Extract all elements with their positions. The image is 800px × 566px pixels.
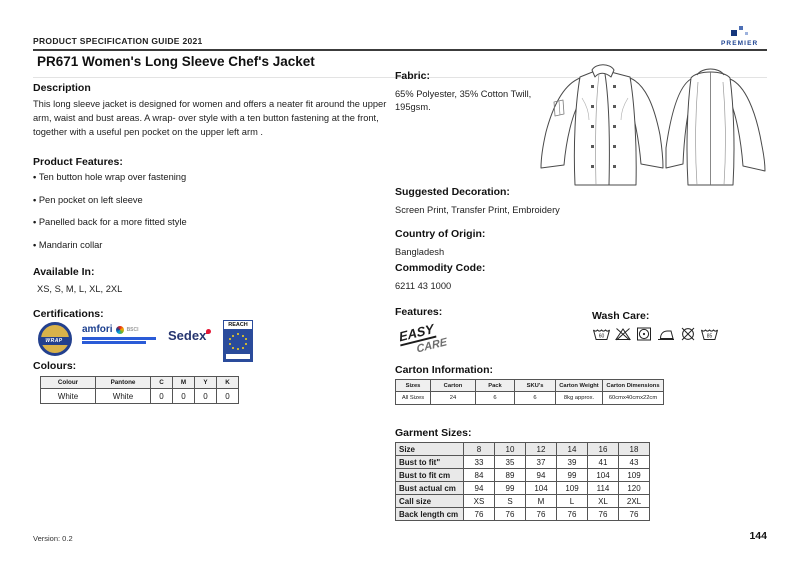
- header-label: PRODUCT SPECIFICATION GUIDE 2021: [33, 36, 203, 46]
- available-in-heading: Available In:: [33, 266, 95, 278]
- cmyk-cell: 0: [217, 389, 239, 404]
- features-heading: Features:: [395, 306, 443, 318]
- size-cell: 76: [588, 508, 619, 521]
- amfori-bsci-label: BSCI: [126, 326, 139, 333]
- colour-cell: White: [41, 389, 96, 404]
- amfori-dot-icon: [116, 326, 124, 334]
- description-heading: Description: [33, 82, 91, 94]
- fabric-line2: 195gsm.: [395, 102, 431, 112]
- reach-stars-icon: [224, 330, 252, 354]
- fabric-heading: Fabric:: [395, 70, 431, 82]
- country-of-origin-heading: Country of Origin:: [395, 228, 486, 240]
- row-label: Bust to fit": [396, 456, 464, 469]
- wash-care-heading: Wash Care:: [592, 310, 650, 322]
- size-cell: 99: [557, 469, 588, 482]
- column-header: C: [151, 377, 173, 389]
- row-label: Back length cm: [396, 508, 464, 521]
- size-cell: 33: [464, 456, 495, 469]
- carton-cell: 24: [431, 392, 476, 405]
- size-cell: 109: [619, 469, 650, 482]
- carton-cell: All Sizes: [396, 392, 431, 405]
- size-cell: 35: [495, 456, 526, 469]
- reach-logo: [223, 320, 253, 362]
- logo-square-icon: [731, 30, 737, 36]
- garment-sizes-heading: Garment Sizes:: [395, 427, 472, 439]
- amfori-tagline-bar: [82, 337, 156, 340]
- version-label: Version: 0.2: [33, 534, 73, 543]
- feature-item: • Pen pocket on left sleeve: [33, 195, 353, 205]
- size-cell: XS: [464, 495, 495, 508]
- size-cell: 16: [588, 443, 619, 456]
- commodity-code-heading: Commodity Code:: [395, 262, 486, 274]
- easy-care-logo-top: EASY: [398, 320, 437, 346]
- size-cell: 94: [526, 469, 557, 482]
- size-cell: 37: [526, 456, 557, 469]
- description-body: This long sleeve jacket is designed for women and offers a neater fit around the upper arm, waist and bust areas. A wrap- over style with a ten button fastening at the front, together with a useful pen pocket on the upper left arm .: [33, 99, 387, 137]
- size-cell: L: [557, 495, 588, 508]
- size-cell: 18: [619, 443, 650, 456]
- table-row: [396, 508, 650, 521]
- commodity-code-value: 6211 43 1000: [395, 281, 452, 291]
- sedex-logo: [168, 328, 206, 343]
- wrap-logo-label: WRAP: [39, 337, 69, 345]
- logo-square-icon: [739, 26, 743, 30]
- row-label: Bust actual cm: [396, 482, 464, 495]
- cmyk-cell: 0: [173, 389, 195, 404]
- column-header: Carton: [431, 380, 476, 392]
- svg-text:60: 60: [598, 333, 605, 340]
- svg-text:85: 85: [706, 333, 713, 340]
- table-row: [41, 389, 239, 404]
- suggested-decoration-heading: Suggested Decoration:: [395, 186, 510, 198]
- size-cell: 39: [557, 456, 588, 469]
- wrap-logo-icon: [38, 322, 72, 356]
- page-number: 144: [749, 530, 767, 542]
- size-cell: 76: [526, 508, 557, 521]
- size-cell: 8: [464, 443, 495, 456]
- page-title: PR671 Women's Long Sleeve Chef's Jacket: [37, 54, 315, 69]
- column-header: Carton Dimensions: [603, 380, 664, 392]
- header-rule: [33, 49, 767, 51]
- product-features-heading: Product Features:: [33, 156, 123, 168]
- table-row: [396, 469, 650, 482]
- product-features-list: [33, 172, 353, 262]
- cmyk-cell: 0: [151, 389, 173, 404]
- suggested-decoration-value: Screen Print, Transfer Print, Embroidery: [395, 205, 560, 215]
- size-cell: 89: [495, 469, 526, 482]
- size-cell: S: [495, 495, 526, 508]
- size-cell: 94: [464, 482, 495, 495]
- logo-square-icon: [745, 32, 748, 35]
- certification-logos: [38, 320, 258, 364]
- size-cell: 109: [557, 482, 588, 495]
- garment-sizes-table: [395, 442, 650, 521]
- sedex-dot-icon: [206, 329, 211, 334]
- colours-heading: Colours:: [33, 360, 77, 372]
- size-cell: M: [526, 495, 557, 508]
- carton-information-heading: Carton Information:: [395, 364, 493, 376]
- fabric-line1: 65% Polyester, 35% Cotton Twill,: [395, 89, 532, 99]
- table-row: [396, 456, 650, 469]
- chef-jacket-illustration: [533, 58, 791, 200]
- row-label: Call size: [396, 495, 464, 508]
- column-header: Sizes: [396, 380, 431, 392]
- size-cell: 76: [557, 508, 588, 521]
- size-cell: 12: [526, 443, 557, 456]
- carton-cell: 60cmx40cmx22cm: [603, 392, 664, 405]
- size-cell: 2XL: [619, 495, 650, 508]
- size-cell: 10: [495, 443, 526, 456]
- easy-care-logo: [397, 316, 455, 359]
- size-cell: 120: [619, 482, 650, 495]
- size-cell: 14: [557, 443, 588, 456]
- country-of-origin-value: Bangladesh: [395, 247, 445, 257]
- easy-care-logo-bottom: CARE: [415, 336, 448, 356]
- size-cell: 76: [464, 508, 495, 521]
- do-not-dry-clean-icon: [679, 326, 697, 342]
- carton-cell: 6: [515, 392, 556, 405]
- wash-85-icon: [700, 326, 719, 342]
- table-row: [396, 482, 650, 495]
- column-header: M: [173, 377, 195, 389]
- size-cell: 43: [619, 456, 650, 469]
- carton-information-table: [395, 379, 664, 405]
- table-row: [396, 495, 650, 508]
- table-header-row: [396, 443, 650, 456]
- column-header: SKU's: [515, 380, 556, 392]
- size-cell: 114: [588, 482, 619, 495]
- size-cell: 76: [495, 508, 526, 521]
- amfori-bsci-logo: [82, 324, 160, 344]
- do-not-bleach-icon: [614, 326, 632, 342]
- size-cell: 104: [588, 469, 619, 482]
- size-cell: XL: [588, 495, 619, 508]
- iron-icon: [656, 326, 676, 342]
- certifications-heading: Certifications:: [33, 308, 104, 320]
- column-header: Carton Weight: [556, 380, 603, 392]
- wash-care-icons: [592, 326, 719, 342]
- column-header: Pack: [476, 380, 515, 392]
- sedex-wordmark: Sedex: [168, 328, 207, 343]
- available-in-value: XS, S, M, L, XL, 2XL: [37, 284, 123, 294]
- feature-item: • Panelled back for a more fitted style: [33, 217, 353, 227]
- tumble-dry-low-icon: [635, 326, 653, 342]
- row-label: Size: [396, 443, 464, 456]
- amfori-wordmark: amfori: [82, 324, 113, 335]
- reach-compliant-band: [226, 354, 250, 359]
- reach-label: REACH: [224, 321, 252, 330]
- wash-60-icon: [592, 326, 611, 342]
- feature-item: • Mandarin collar: [33, 240, 353, 250]
- brand-name: PREMIER: [721, 40, 759, 47]
- row-label: Bust to fit cm: [396, 469, 464, 482]
- size-cell: 104: [526, 482, 557, 495]
- column-header: Pantone: [96, 377, 151, 389]
- column-header: K: [217, 377, 239, 389]
- size-cell: 99: [495, 482, 526, 495]
- carton-cell: 6: [476, 392, 515, 405]
- colours-table: [40, 376, 239, 404]
- amfori-tagline-bar: [82, 341, 146, 344]
- size-cell: 84: [464, 469, 495, 482]
- pantone-cell: White: [96, 389, 151, 404]
- feature-item: • Ten button hole wrap over fastening: [33, 172, 353, 182]
- table-row: [396, 392, 664, 405]
- size-cell: 41: [588, 456, 619, 469]
- column-header: Y: [195, 377, 217, 389]
- table-header-row: [396, 380, 664, 392]
- cmyk-cell: 0: [195, 389, 217, 404]
- carton-cell: 8kg approx.: [556, 392, 603, 405]
- column-header: Colour: [41, 377, 96, 389]
- table-header-row: [41, 377, 239, 389]
- size-cell: 76: [619, 508, 650, 521]
